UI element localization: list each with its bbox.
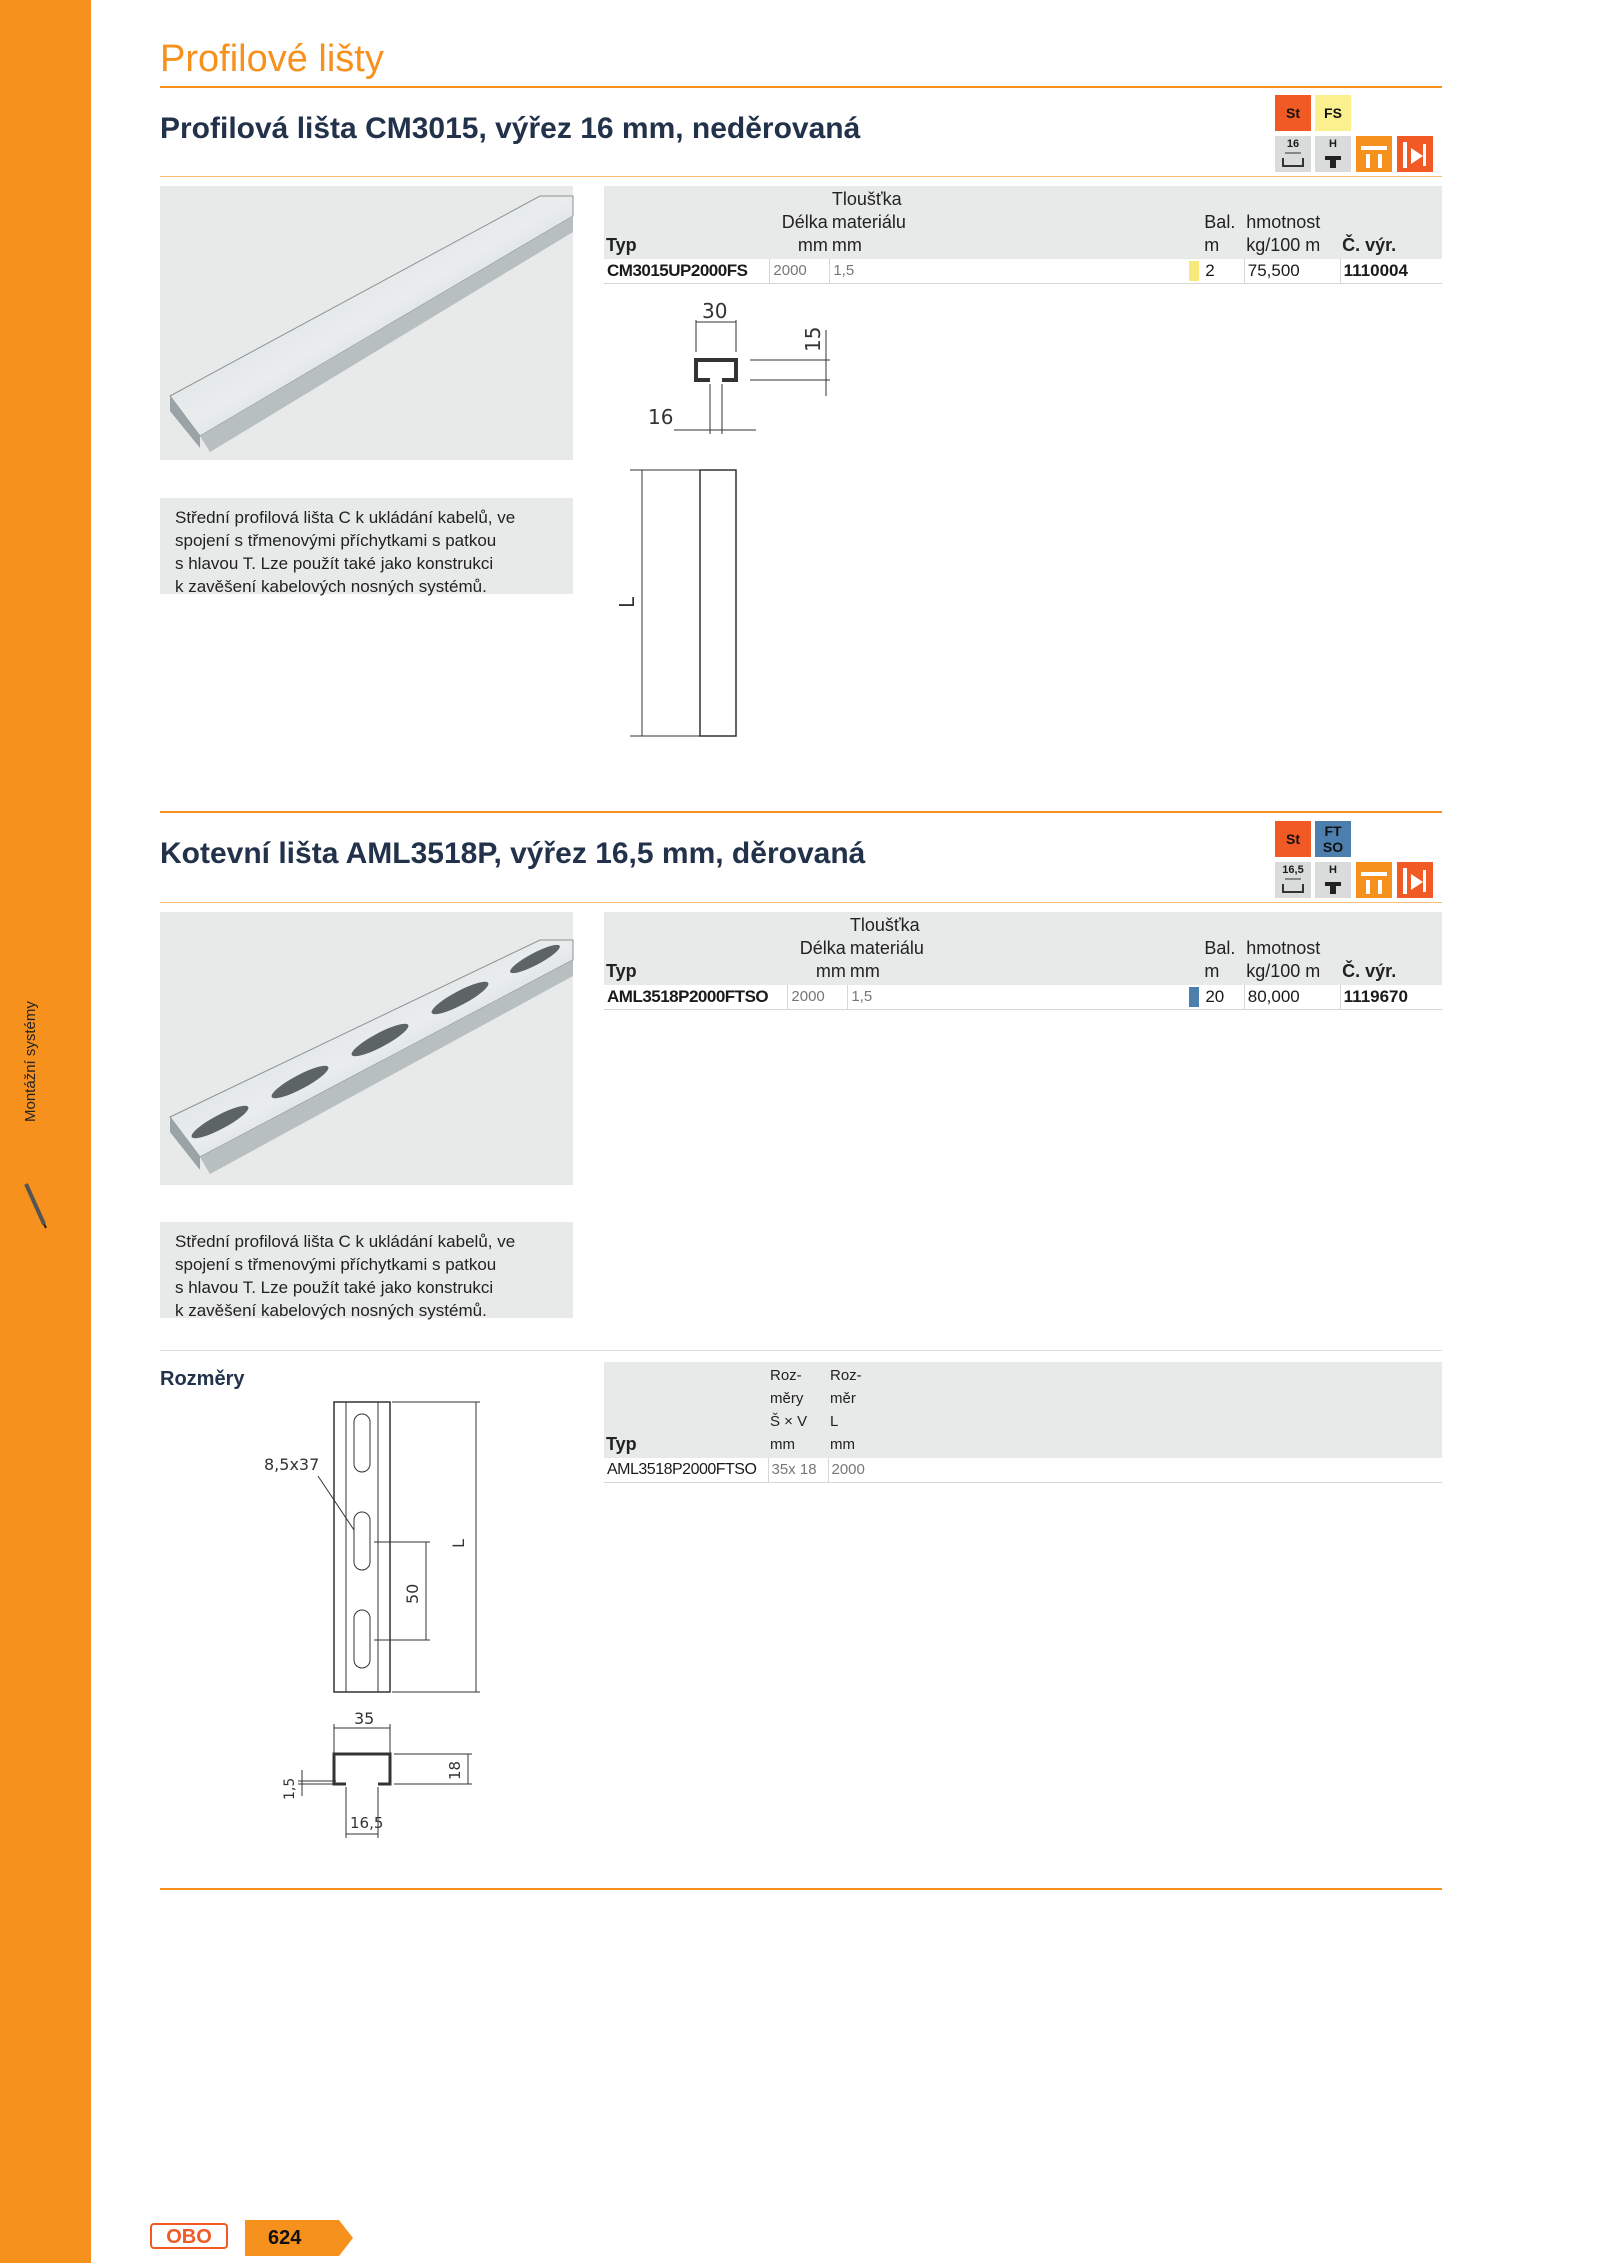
- col-delka: Délka mm: [788, 912, 848, 985]
- col-typ: Typ: [604, 186, 770, 259]
- col-hmotnost: hmotnost kg/100 m: [1244, 186, 1340, 259]
- cell-delka: 2000: [788, 985, 848, 1009]
- cell-hmotnost: 75,500: [1244, 259, 1340, 283]
- dimensions-divider: [160, 1350, 1442, 1351]
- bottom-divider: [160, 1888, 1442, 1890]
- desc-line: k zavěšení kabelových nosných systémů.: [175, 1301, 487, 1320]
- desc-line: Střední profilová lišta C k ukládání kabelů, ve: [175, 1232, 516, 1251]
- section2-description: [160, 1222, 573, 1318]
- side-section-label: Montážní systémy: [22, 1001, 39, 1122]
- mounting-icon: [1397, 862, 1433, 898]
- hammer-head-icon: H: [1315, 136, 1351, 172]
- svg-text:30: 30: [702, 299, 728, 323]
- cell-hmotnost: 80,000: [1244, 985, 1340, 1009]
- col-rozmer-l: Roz- měr L mm: [828, 1362, 1442, 1458]
- side-band: [0, 0, 91, 2263]
- section1-divider: [160, 176, 1442, 177]
- cell-bal: 20: [1202, 985, 1244, 1009]
- desc-line: spojení s třmenovými příchytkami s patkou: [175, 1255, 497, 1274]
- desc-line: Střední profilová lišta C k ukládání kabelů, ve: [175, 508, 516, 527]
- col-tloustka: Tloušťka materiálu mm: [848, 912, 1186, 985]
- mounting-icon: [1397, 136, 1433, 172]
- cell-tloustka: 1,5: [848, 985, 1186, 1009]
- cell-swatch: [1186, 985, 1202, 1009]
- col-tloustka: Tloušťka materiálu mm: [830, 186, 1186, 259]
- desc-line: k zavěšení kabelových nosných systémů.: [175, 577, 487, 596]
- cell-typ: CM3015UP2000FS: [604, 259, 770, 283]
- svg-text:1,5: 1,5: [282, 1777, 298, 1800]
- svg-text:8,5x37: 8,5x37: [264, 1455, 320, 1474]
- dimensions-table: [604, 1362, 1442, 1483]
- aml3518p-dimension-drawing: [250, 1392, 530, 1846]
- product-photo-cm3015: [160, 186, 573, 460]
- col-delka: Délka mm: [770, 186, 830, 259]
- table-row: [604, 259, 1442, 283]
- section1-title: Profilová lišta CM3015, výřez 16 mm, neděrovaná: [160, 112, 861, 145]
- col-hmotnost: hmotnost kg/100 m: [1244, 912, 1340, 985]
- col-cvyr: Č. výr.: [1340, 912, 1442, 985]
- page-title: Profilové lišty: [160, 38, 384, 80]
- svg-text:OBO: OBO: [166, 2226, 212, 2248]
- desc-line: spojení s třmenovými příchytkami s patkou: [175, 531, 497, 550]
- cell-swatch: [1186, 259, 1202, 283]
- desc-line: s hlavou T. Lze použít také jako konstrukci: [175, 554, 494, 573]
- section-divider: [160, 811, 1442, 813]
- finish-badge: FT SO: [1315, 821, 1351, 857]
- section2-divider: [160, 902, 1442, 903]
- cell-tloustka: 1,5: [830, 259, 1186, 283]
- cell-typ: AML3518P2000FTSO: [604, 985, 788, 1009]
- cell-rozmery: 35x 18: [768, 1458, 828, 1482]
- table-row: [604, 1458, 1442, 1482]
- cell-cvyr: 1119670: [1340, 985, 1442, 1009]
- tools-icon: [1356, 862, 1392, 898]
- svg-text:35: 35: [354, 1709, 375, 1728]
- svg-text:16: 16: [648, 405, 674, 429]
- svg-text:15: 15: [801, 326, 825, 352]
- obo-logo: [150, 2223, 228, 2249]
- material-badge: St: [1275, 95, 1311, 131]
- col-bal: Bal. m: [1202, 186, 1244, 259]
- page-number: 624: [268, 2227, 302, 2249]
- dimensions-label: Rozměry: [160, 1368, 245, 1390]
- tools-icon: [1356, 136, 1392, 172]
- cell-delka: 2000: [770, 259, 830, 283]
- slot-width-icon: 16,5: [1275, 862, 1311, 898]
- section1-description: [160, 498, 573, 594]
- product-photo-aml3518p: [160, 912, 573, 1185]
- hammer-head-icon: H: [1315, 862, 1351, 898]
- finish-badge: FS: [1315, 95, 1351, 131]
- svg-text:50: 50: [403, 1583, 422, 1604]
- svg-text:18: 18: [446, 1760, 464, 1780]
- section2-spec-table: [604, 912, 1442, 1010]
- cell-typ: AML3518P2000FTSO: [604, 1458, 768, 1482]
- col-rozmery: Roz- měry Š × V mm: [768, 1362, 828, 1458]
- col-typ: Typ: [604, 1362, 768, 1458]
- cell-cvyr: 1110004: [1340, 259, 1442, 283]
- section1-spec-table: [604, 186, 1442, 284]
- section2-title: Kotevní lišta AML3518P, výřez 16,5 mm, děrovaná: [160, 837, 866, 870]
- material-badge: St: [1275, 821, 1311, 857]
- slot-width-icon: 16: [1275, 136, 1311, 172]
- col-bal: Bal. m: [1202, 912, 1244, 985]
- cm3015-cross-section-drawing: [615, 288, 860, 748]
- cell-rozmer-l: 2000: [828, 1458, 1442, 1482]
- pen-icon: [22, 1180, 48, 1230]
- svg-text:16,5: 16,5: [350, 1814, 384, 1832]
- table-row: [604, 985, 1442, 1009]
- cell-bal: 2: [1202, 259, 1244, 283]
- title-divider: [160, 86, 1442, 88]
- col-cvyr: Č. výr.: [1340, 186, 1442, 259]
- desc-line: s hlavou T. Lze použít také jako konstrukci: [175, 1278, 494, 1297]
- svg-text:L: L: [449, 1539, 468, 1548]
- svg-text:L: L: [615, 596, 639, 608]
- col-typ: Typ: [604, 912, 788, 985]
